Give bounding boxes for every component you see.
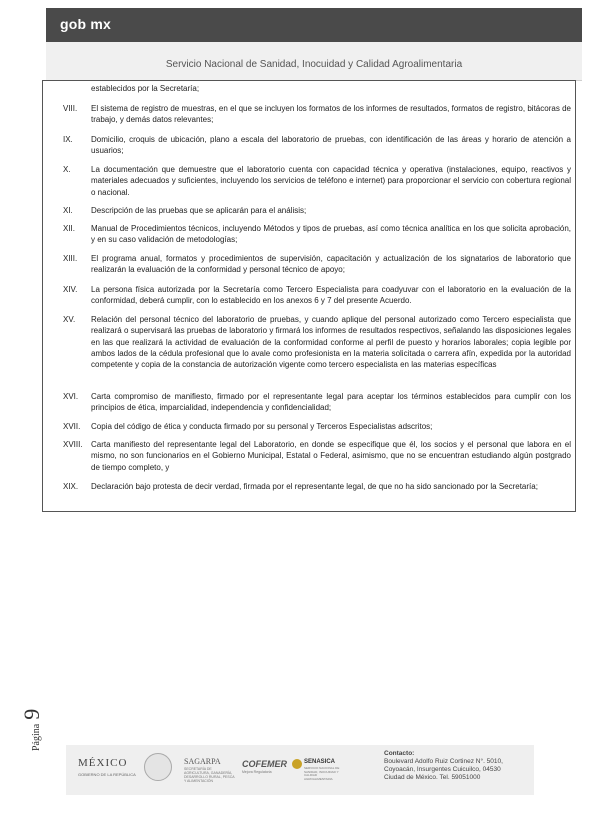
contact-line: Ciudad de México. Tel. 59051000 <box>384 774 481 781</box>
item-text: La persona física autorizada por la Secretaría como Tercero Especialista para coadyuvar con el laboratorio en la evaluación de la conformidad, deberá cumplir, con lo establecido en los anexos 6 y 7 del presente Acuerdo. <box>91 285 571 306</box>
contact-title: Contacto: <box>384 750 415 757</box>
item-number: XIV. <box>63 285 78 294</box>
item-text: Copia del código de ética y conducta firmado por su personal y Terceros Especialistas adscritos; <box>91 422 433 431</box>
gob-mx-logo: gob mx <box>60 16 111 32</box>
item-text: Declaración bajo protesta de decir verdad, firmada por el representante legal, de que no ha sido sancionado por la Secretaría; <box>91 482 538 491</box>
cofemer-logo-subtitle: Mejora Regulatoria <box>242 770 272 774</box>
item-number: XII. <box>63 224 76 233</box>
item-number: X. <box>63 165 71 174</box>
item-number: XIX. <box>63 482 79 491</box>
item-text: La documentación que demuestre que el laboratorio cuenta con capacidad técnica y operativa (instalaciones, equipo, reactivos y materiales adecuados y suficientes, incluyendo los servicios de teléfono e internet) para proporcionar el servicio con cobertura regional o nacional. <box>91 165 571 197</box>
page-word: Página <box>31 723 42 751</box>
senasica-logo-subtitle: SERVICIO NACIONAL DE SANIDAD, INOCUIDAD Y CALIDAD AGROALIMENTARIA <box>304 766 340 781</box>
item-number: XVII. <box>63 422 81 431</box>
item-text: Carta manifiesto del representante legal del Laboratorio, en donde se especifique que él, los socios y el personal que labora en el mismo, no son funcionarios en el Gobierno Municipal, Estatal o Federal, asimismo, que no se encuentran estudiando algún postgrado de tiempo completo, y <box>91 440 571 472</box>
senasica-logo: SENASICA <box>304 759 336 765</box>
page-number: 9 <box>19 708 44 720</box>
footer-logos-bar <box>66 745 534 795</box>
contact-line: Boulevard Adolfo Ruiz Cortinez N°. 5010, <box>384 758 503 765</box>
item-text: El programa anual, formatos y procedimientos de supervisión, capacitación y actualización de los signatarios de laboratorio que realizarán la evaluación de la conformidad y personal técnico de apoyo; <box>91 254 571 275</box>
mexico-logo: MÉXICO <box>78 757 128 769</box>
cofemer-logo: COFEMER <box>242 759 287 769</box>
item-text: establecidos por la Secretaría; <box>91 84 200 93</box>
sagarpa-logo: SAGARPA <box>184 757 221 766</box>
agency-subheader <box>46 42 582 81</box>
item-text: El sistema de registro de muestras, en el que se incluyen los formatos de los informes de resultados, formatos de registro, bitácoras de trabajo, y demás datos relevantes; <box>91 104 571 125</box>
item-text: Descripción de las pruebas que se aplicarán para el análisis; <box>91 206 307 215</box>
item-text: Domicilio, croquis de ubicación, plano a escala del laboratorio de pruebas, con identificación de las áreas y horario de atención a usuarios; <box>91 135 571 156</box>
agency-name: Servicio Nacional de Sanidad, Inocuidad y Calidad Agroalimentaria <box>165 59 463 70</box>
item-number: XV. <box>63 315 76 324</box>
item-number: XIII. <box>63 254 78 263</box>
sagarpa-logo-subtitle: SECRETARÍA DE AGRICULTURA, GANADERÍA, DESARROLLO RURAL, PESCA Y ALIMENTACIÓN <box>184 767 235 783</box>
item-text: Manual de Procedimientos técnicos, incluyendo Métodos y tipos de pruebas, así como técnica analítica en los que solicita aprobación, y en su caso validación de metodologías; <box>91 224 571 245</box>
item-number: XVIII. <box>63 440 83 449</box>
item-number: IX. <box>63 135 73 144</box>
mexico-logo-subtitle: GOBIERNO DE LA REPÚBLICA <box>78 772 136 777</box>
senasica-emblem-icon <box>292 759 302 769</box>
contact-block <box>384 750 534 782</box>
item-number: XI. <box>63 206 73 215</box>
item-number: XVI. <box>63 392 79 401</box>
national-seal-icon <box>144 753 172 781</box>
item-text: Relación del personal técnico del laboratorio de pruebas, y cuando aplique del personal autorizado como Tercero especialista que realizará o supervisará las pruebas de laboratorio y firmará los informes de resultados respectivos, señalando las disposiciones legales en las que realizará la actividad de evaluación de la conformidad conforme al perfil de puesto y horarios laborales; copia legible por ambos lados de la cédula profesional que lo avale como profesionista en la materia solicitada o carrera afín, expedida por la autoridad competente y copia de la constancia de autorización vigente como tercero especialista en las materias específicas <box>91 315 571 370</box>
item-number: VIII. <box>63 104 78 113</box>
item-text: Carta compromiso de manifiesto, firmado por el representante legal para aceptar los términos establecidos para cumplir con los principios de ética, imparcialidad, independencia y confidencialidad; <box>91 392 571 413</box>
gob-mx-header-bar <box>46 8 582 42</box>
contact-line: Coyoacán, Insurgentes Cuicuilco, 04530 <box>384 766 501 773</box>
page-number-label <box>19 690 44 751</box>
requirements-box <box>42 80 576 512</box>
